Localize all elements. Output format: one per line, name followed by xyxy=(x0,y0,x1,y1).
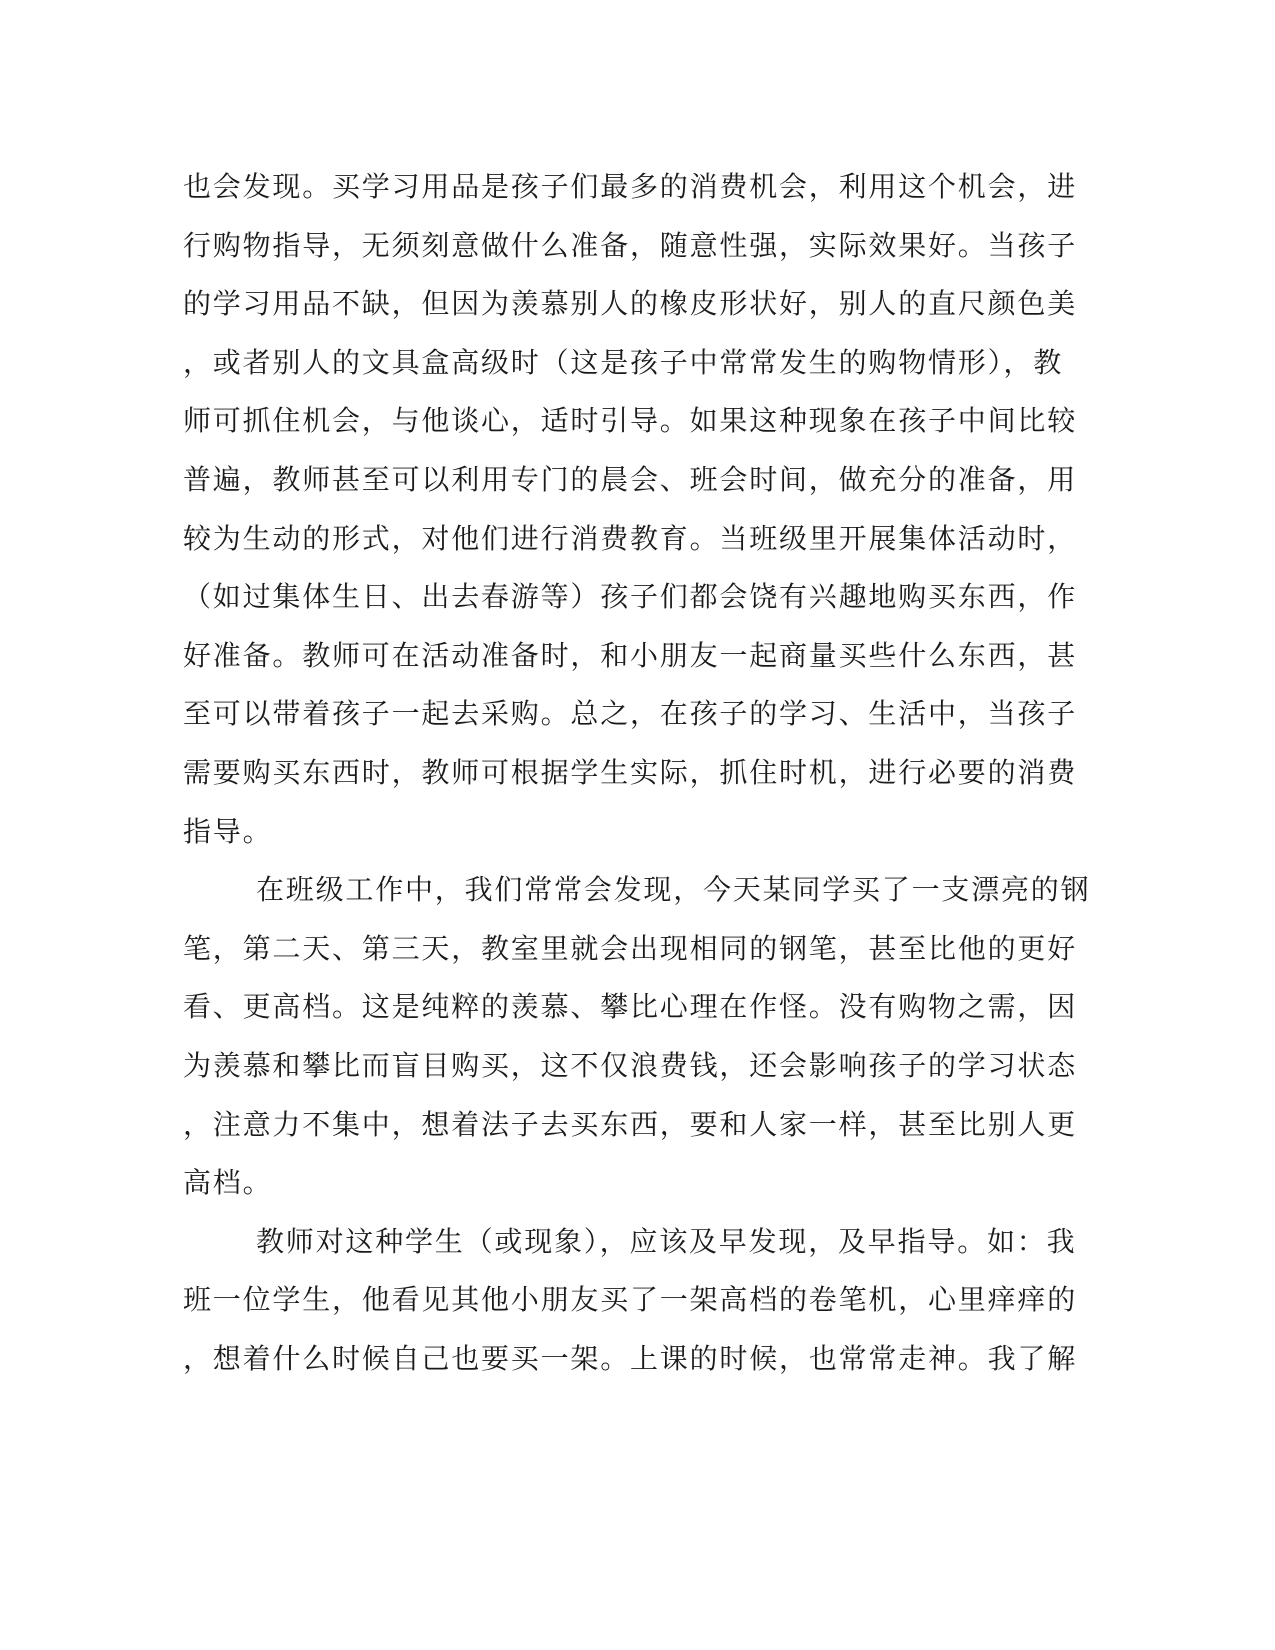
text-line: 较为生动的形式，对他们进行消费教育。当班级里开展集体活动时， xyxy=(183,521,1078,555)
text-line: 行购物指导，无须刻意做什么准备，随意性强，实际效果好。当孩子 xyxy=(183,228,1078,262)
text-line: 普遍，教师甚至可以利用专门的晨会、班会时间，做充分的准备，用 xyxy=(183,462,1078,496)
paragraph-start-line: 教师对这种学生（或现象），应该及早发现，及早指导。如：我 xyxy=(256,1224,1077,1258)
text-line: ，注意力不集中，想着法子去买东西，要和人家一样，甚至比别人更 xyxy=(183,1107,1078,1141)
text-line: 也会发现。买学习用品是孩子们最多的消费机会，利用这个机会，进 xyxy=(183,170,1078,203)
text-line: 好准备。教师可在活动准备时，和小朋友一起商量买些什么东西，甚 xyxy=(183,638,1078,672)
text-line: ，想着什么时候自己也要买一架。上课的时候，也常常走神。我了解 xyxy=(183,1341,1078,1375)
text-line: 笔，第二天、第三天，教室里就会出现相同的钢笔，甚至比他的更好 xyxy=(183,931,1078,965)
text-line: 高档。 xyxy=(183,1166,273,1200)
text-line: 班一位学生，他看见其他小朋友买了一架高档的卷笔机，心里痒痒的 xyxy=(183,1283,1078,1317)
text-line: ，或者别人的文具盒高级时（这是孩子中常常发生的购物情形），教 xyxy=(183,345,1064,379)
text-line: 看、更高档。这是纯粹的羡慕、攀比心理在作怪。没有购物之需，因 xyxy=(183,990,1078,1024)
paragraph-start-line: 在班级工作中，我们常常会发现，今天某同学买了一支漂亮的钢 xyxy=(256,873,1091,907)
text-line: （如过集体生日、出去春游等）孩子们都会饶有兴趣地购买东西，作 xyxy=(183,580,1078,614)
text-line: 师可抓住机会，与他谈心，适时引导。如果这种现象在孩子中间比较 xyxy=(183,404,1078,438)
text-line: 的学习用品不缺，但因为羡慕别人的橡皮形状好，别人的直尺颜色美 xyxy=(183,287,1078,321)
text-line: 指导。 xyxy=(183,814,273,848)
body-text xyxy=(183,158,1091,1388)
text-line: 至可以带着孩子一起去采购。总之，在孩子的学习、生活中，当孩子 xyxy=(183,697,1078,731)
text-line: 需要购买东西时，教师可根据学生实际，抓住时机，进行必要的消费 xyxy=(183,755,1078,789)
text-line: 为羡慕和攀比而盲目购买，这不仅浪费钱，还会影响孩子的学习状态 xyxy=(183,1048,1078,1082)
